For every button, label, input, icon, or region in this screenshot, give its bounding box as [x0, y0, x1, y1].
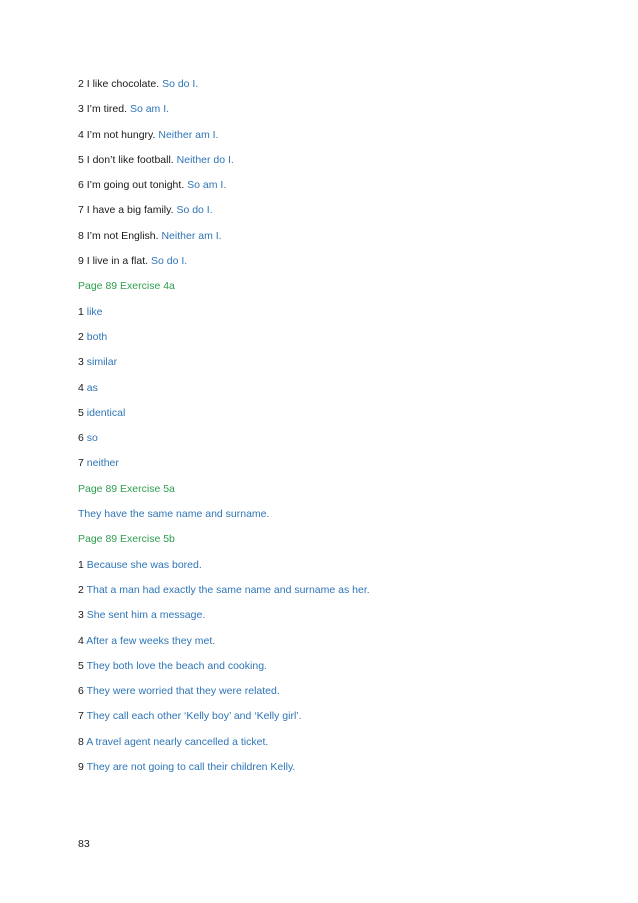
- answer-text: similar: [86, 356, 118, 369]
- question-text: 5 I don’t like football.: [78, 153, 174, 166]
- question-text: 7: [78, 457, 84, 470]
- question-text: 2: [78, 583, 84, 596]
- answer-text: So do I.: [162, 78, 199, 90]
- answer-line: [78, 376, 370, 401]
- question-text: 1: [78, 305, 84, 318]
- answer-text: Neither am I.: [161, 229, 222, 242]
- answer-text: Because she was bored.: [86, 558, 202, 571]
- answer-text: identical: [86, 406, 126, 419]
- answer-text: Neither am I.: [158, 128, 219, 141]
- answer-text: So am I.: [187, 179, 227, 192]
- question-text: 8 I’m not English.: [78, 229, 159, 242]
- question-text: 6: [78, 432, 84, 445]
- answer-text: as: [86, 381, 98, 394]
- question-text: 3: [78, 356, 84, 369]
- answer-line: [78, 198, 370, 223]
- question-text: 5: [78, 406, 84, 419]
- answer-line: [78, 426, 370, 451]
- answer-line: [78, 704, 370, 729]
- answer-line: [78, 325, 370, 350]
- answer-text: She sent him a message.: [86, 609, 206, 622]
- question-text: 3: [78, 609, 84, 622]
- answer-line: [78, 350, 370, 375]
- exercise-heading: [78, 527, 370, 552]
- answer-text: So do I.: [176, 204, 213, 217]
- question-text: 3 I’m tired.: [78, 103, 128, 116]
- answer-line: [78, 451, 370, 476]
- answer-line: [78, 755, 370, 780]
- answer-text: So do I.: [150, 255, 188, 268]
- answer-text: They call each other ‘Kelly boy’ and ‘Kelly girl’.: [86, 710, 302, 723]
- exercise-heading-text: Page 89 Exercise 5b: [78, 533, 175, 546]
- question-text: 2 I like chocolate.: [78, 78, 160, 90]
- answer-text: A travel agent nearly cancelled a ticket.: [86, 735, 269, 748]
- question-text: 9 I live in a flat.: [78, 255, 149, 268]
- answer-line: [78, 553, 370, 578]
- answer-line: [78, 629, 370, 654]
- answer-text: They have the same name and surname.: [78, 508, 270, 521]
- answer-text: so: [86, 432, 98, 445]
- answer-text: After a few weeks they met.: [86, 634, 216, 647]
- exercise-heading: [78, 477, 370, 502]
- answer-line: [78, 300, 370, 325]
- answer-key-list: [78, 72, 370, 780]
- answer-line: [78, 148, 370, 173]
- answer-text: neither: [86, 457, 119, 470]
- answer-text: That a man had exactly the same name and surname as her.: [86, 583, 370, 596]
- question-text: 7: [78, 710, 84, 723]
- exercise-heading-text: Page 89 Exercise 4a: [78, 280, 175, 293]
- answer-line: [78, 679, 370, 704]
- answer-text: So am I.: [129, 103, 170, 116]
- exercise-heading-text: Page 89 Exercise 5a: [78, 482, 175, 495]
- answer-line: [78, 730, 370, 755]
- answer-line: [78, 97, 370, 122]
- question-text: 6: [78, 685, 84, 698]
- answer-line: [78, 603, 370, 628]
- answer-line: [78, 249, 370, 274]
- answer-line: [78, 72, 370, 97]
- answer-line: [78, 654, 370, 679]
- answer-line: [78, 123, 370, 148]
- answer-text: They were worried that they were related.: [86, 685, 280, 698]
- answer-line: [78, 502, 370, 527]
- question-text: 7 I have a big family.: [78, 204, 174, 217]
- exercise-heading: [78, 274, 370, 299]
- answer-line: [78, 224, 370, 249]
- page-number: 83: [78, 838, 90, 850]
- question-text: 5: [78, 659, 84, 672]
- question-text: 6 I’m going out tonight.: [78, 179, 185, 192]
- question-text: 1: [78, 558, 84, 571]
- question-text: 4 I’m not hungry.: [78, 128, 156, 141]
- answer-text: They both love the beach and cooking.: [86, 659, 267, 672]
- answer-text: both: [86, 330, 108, 343]
- question-text: 8: [78, 735, 84, 748]
- question-text: 4: [78, 634, 84, 647]
- answer-line: [78, 401, 370, 426]
- question-text: 2: [78, 330, 84, 343]
- answer-text: Neither do I.: [176, 153, 234, 166]
- question-text: 4: [78, 381, 84, 394]
- answer-text: They are not going to call their children Kelly.: [86, 761, 296, 774]
- answer-line: [78, 173, 370, 198]
- answer-text: like: [86, 305, 103, 318]
- answer-line: [78, 578, 370, 603]
- question-text: 9: [78, 761, 84, 774]
